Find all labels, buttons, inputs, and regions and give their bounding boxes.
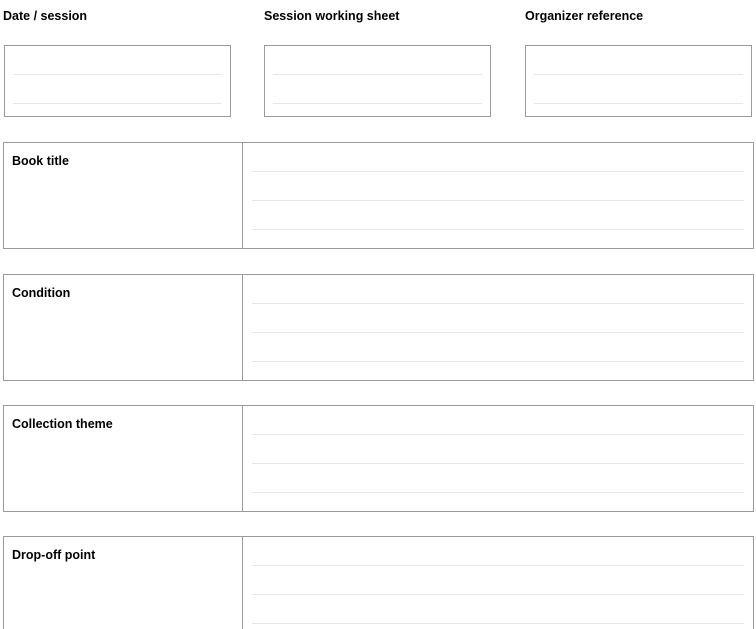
- book-title-section: [3, 142, 754, 249]
- condition-label: Condition: [12, 286, 71, 300]
- writing-line: [252, 492, 744, 493]
- writing-line: [252, 565, 744, 566]
- writing-line: [252, 463, 744, 464]
- writing-line: [252, 200, 744, 201]
- book-title-label-cell: [4, 143, 243, 248]
- collection-theme-section: [3, 405, 754, 512]
- writing-line: [13, 103, 222, 104]
- writing-line: [252, 303, 744, 304]
- writing-line: [252, 434, 744, 435]
- date-session-field[interactable]: [4, 45, 231, 117]
- drop-off-point-label: Drop-off point: [12, 548, 96, 562]
- writing-line: [252, 229, 744, 230]
- writing-line: [252, 623, 744, 624]
- book-title-field[interactable]: [243, 143, 753, 248]
- organizer-reference-label: Organizer reference: [525, 9, 644, 23]
- collection-theme-label-cell: [4, 406, 243, 511]
- writing-line: [252, 332, 744, 333]
- writing-line: [273, 74, 482, 75]
- writing-line: [273, 103, 482, 104]
- collection-theme-field[interactable]: [243, 406, 753, 511]
- condition-label-cell: [4, 275, 243, 380]
- writing-line: [13, 74, 222, 75]
- collection-theme-label: Collection theme: [12, 417, 113, 431]
- writing-line: [252, 171, 744, 172]
- writing-line: [252, 594, 744, 595]
- drop-off-point-field[interactable]: [243, 537, 753, 629]
- condition-field[interactable]: [243, 275, 753, 380]
- organizer-reference-field[interactable]: [525, 45, 752, 117]
- drop-off-point-section: [3, 536, 754, 629]
- session-working-sheet-field[interactable]: [264, 45, 491, 117]
- session-working-sheet-label: Session working sheet: [264, 9, 400, 23]
- writing-line: [252, 361, 744, 362]
- book-title-label: Book title: [12, 154, 69, 168]
- condition-section: [3, 274, 754, 381]
- drop-off-point-label-cell: [4, 537, 243, 629]
- writing-line: [534, 74, 743, 75]
- date-session-label: Date / session: [3, 9, 88, 23]
- writing-line: [534, 103, 743, 104]
